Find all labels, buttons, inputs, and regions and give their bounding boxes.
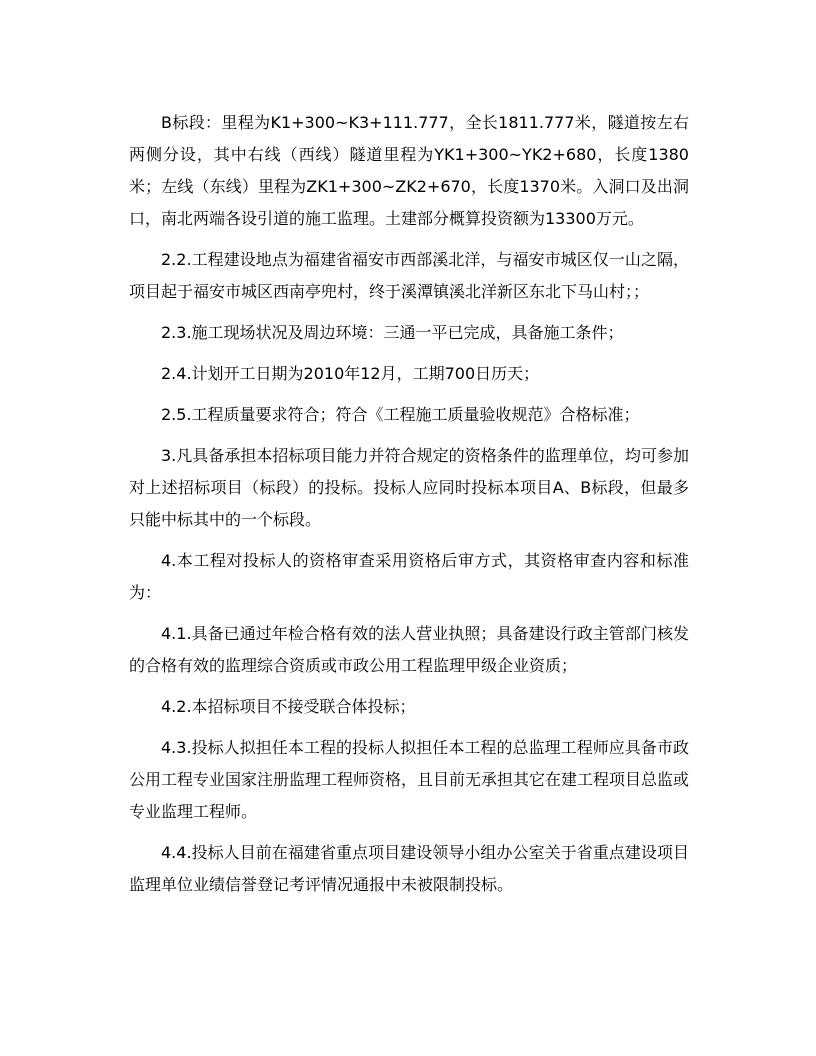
paragraph-4-2: 4.2.本招标项目不接受联合体投标； — [161, 697, 416, 716]
paragraph-4-3: 4.3.投标人拟担任本工程的投标人拟担任本工程的总监理工程师应具备市政公用工程专业国家注册监理工程师资格，且目前无承担其它在建工程项目总监或专业监理工程师。 — [129, 738, 690, 821]
paragraph-4-4: 4.4.投标人目前在福建省重点项目建设领导小组办公室关于省重点建设项目监理单位业绩信誉登记考评情况通报中未被限制投标。 — [129, 843, 689, 894]
paragraph-b-section: B标段：里程为K1+300~K3+111.777，全长1811.777米，隧道按左右两侧分设，其中右线（西线）隧道里程为YK1+300~YK2+680，长度1380米；左线（东线）里程为ZK1+300~ZK2+670，长度1370米。入洞口及出洞口，南北两端各设引道的施工监理。土建部分概算投资额为13300万元。 — [129, 113, 689, 228]
paragraph-2-2: 2.2.工程建设地点为福建省福安市西部溪北洋，与福安市城区仅一山之隔，项目起于福安市城区西南亭兜村，终于溪潭镇溪北洋新区东北下马山村；； — [129, 250, 689, 301]
paragraph-4-1: 4.1.具备已通过年检合格有效的法人营业执照；具备建设行政主管部门核发的合格有效的监理综合资质或市政公用工程监理甲级企业资质； — [129, 624, 689, 675]
paragraph-4: 4.本工程对投标人的资格审查采用资格后审方式，其资格审查内容和标准为： — [129, 551, 689, 602]
paragraph-3: 3.凡具备承担本招标项目能力并符合规定的资格条件的监理单位，均可参加对上述招标项目（标段）的投标。投标人应同时投标本项目A、B标段，但最多只能中标其中的一个标段。 — [129, 446, 689, 529]
paragraph-2-5: 2.5.工程质量要求符合；符合《工程施工质量验收规范》合格标准； — [161, 405, 640, 424]
paragraph-2-3: 2.3.施工现场状况及周边环境：三通一平已完成，具备施工条件； — [161, 323, 624, 342]
paragraph-2-4: 2.4.计划开工日期为2010年12月，工期700日历天； — [161, 364, 540, 383]
document-body — [129, 107, 689, 910]
